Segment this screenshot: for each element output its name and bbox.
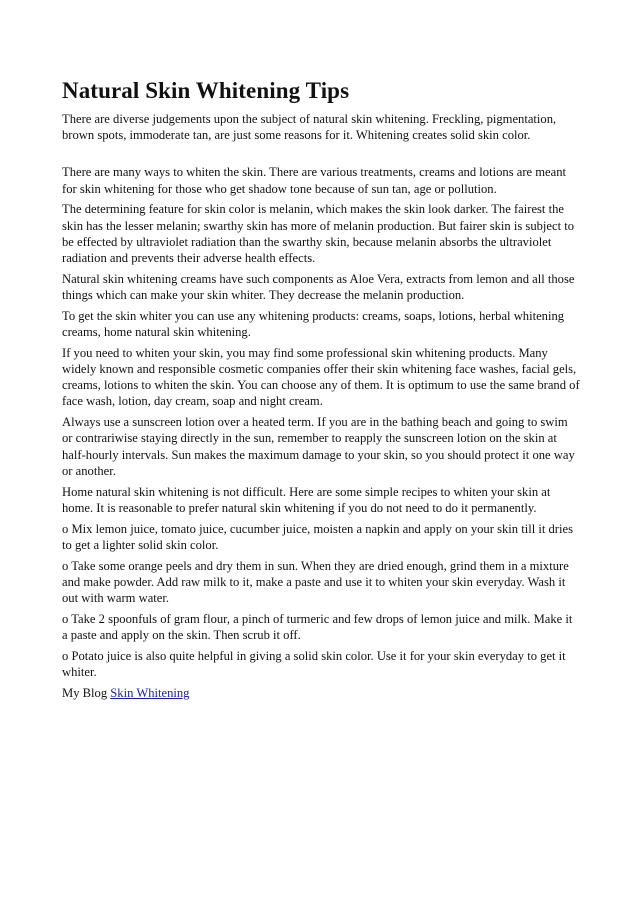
paragraph-home: Home natural skin whitening is not difficult. Here are some simple recipes to whiten your skin at home. It is reasonable to prefer natural skin whitening if you do not need to do it permanently. [62,484,551,515]
document-page [62,76,580,706]
paragraph-melanin: The determining feature for skin color is melanin, which makes the skin look darker. The fairest the skin has the lesser melanin; swarthy skin has more of melanin production. But fairer skin is subject to be effected by ultraviolet radiation than the swarthy skin, because melanin absorbs the ultraviolet radiation and prevents their adverse health effects. [62,202,575,266]
footer-prefix: My Blog [62,685,108,700]
footer-line [62,685,580,701]
paragraph-sunscreen: Always use a sunscreen lotion over a heated term. If you are in the bathing beach and going to swim or contrariwise staying directly in the sun, remember to reapply the sunscreen lotion on the skin at half-hourly intervals. Sun makes the maximum damage to your skin, so you should protect it one way or another. [62,415,575,478]
recipe-potato: o Potato juice is also quite helpful in giving a solid skin color. Use it for your skin everyday to get it whiter. [62,648,566,680]
paragraph-professional: If you need to whiten your skin, you may find some professional skin whitening products. Many widely known and responsible cosmetic companies offer their skin whitening face washes, facial gels, creams, lotions to whiten the skin. You can choose any of them. It is optimum to use the same brand of face wash, lotion, day cream, soap and night cream. [62,345,580,409]
paragraph-ways: There are many ways to whiten the skin. There are various treatments, creams and lotions are meant for skin whitening for those who get shadow tone because of sun tan, age or pollution. [62,165,567,196]
page-title: Natural Skin Whitening Tips [62,78,350,103]
recipe-gram-flour: o Take 2 spoonfuls of gram flour, a pinch of turmeric and few drops of lemon juice and milk. Make it a paste and apply on the skin. Then scrub it off. [62,611,573,643]
skin-whitening-link[interactable]: Skin Whitening [110,685,190,700]
paragraph-products: To get the skin whiter you can use any whitening products: creams, soaps, lotions, herbal whitening creams, home natural skin whitening. [62,308,565,340]
recipe-lemon: o Mix lemon juice, tomato juice, cucumber juice, moisten a napkin and apply on your skin till it dries to get a lighter solid skin color. [62,521,573,552]
paragraph-creams: Natural skin whitening creams have such components as Aloe Vera, extracts from lemon and all those things which can make your skin whiter. They decrease the melanin production. [62,271,575,303]
recipe-orange: o Take some orange peels and dry them in sun. When they are dried enough, grind them in a mixture and make powder. Add raw milk to it, make a paste and use it to whiten your skin everyday. Wash it out with warm water. [62,558,569,606]
paragraph-intro: There are diverse judgements upon the subject of natural skin whitening. Freckling, pigmentation, brown spots, immoderate tan, are just some reasons for it. Whitening creates solid skin color. [62,112,557,143]
